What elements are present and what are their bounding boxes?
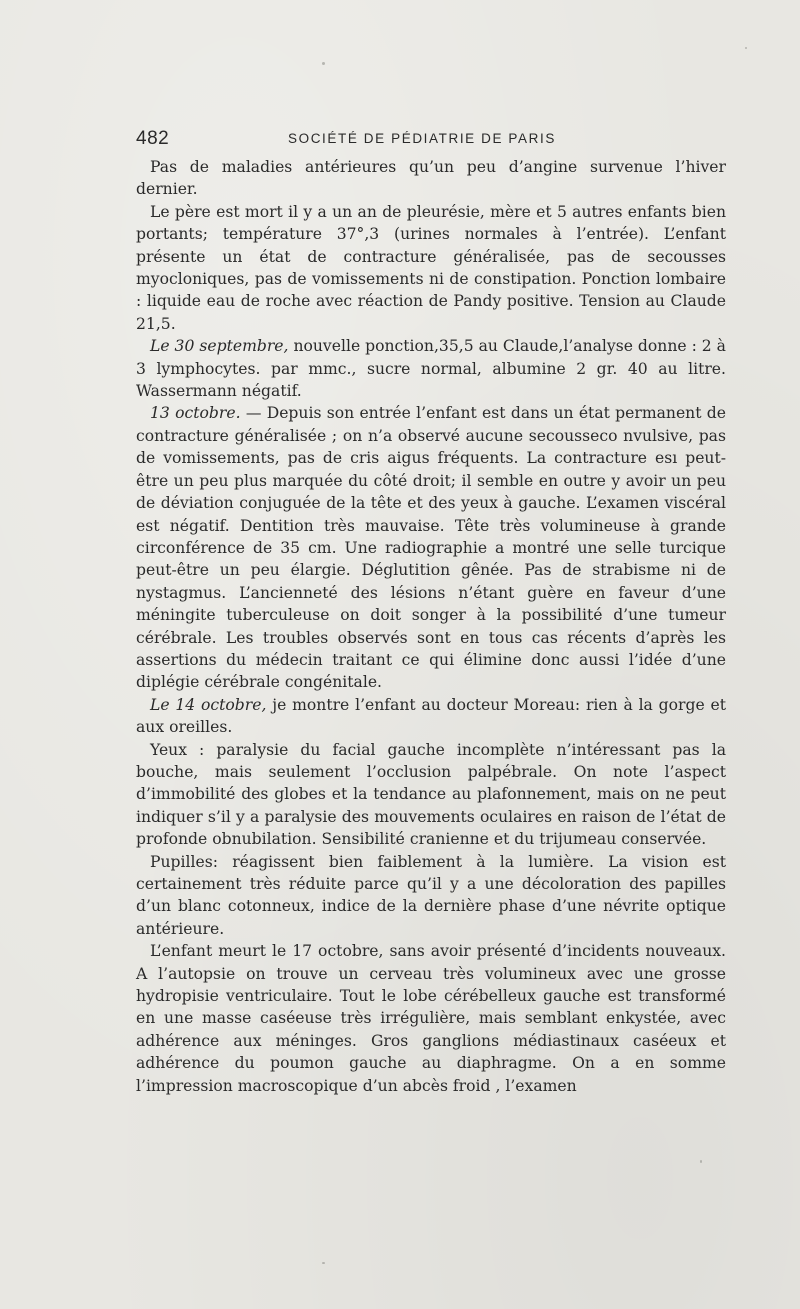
paragraph-text: Pas de maladies antérieures qu’un peu d’angine survenue l’hiver dernier. xyxy=(136,158,726,199)
dust-speck xyxy=(322,1262,325,1264)
dust-speck xyxy=(745,47,747,49)
paragraph-family xyxy=(136,201,726,335)
paragraph-yeux xyxy=(136,739,726,851)
paragraph-text: je montre l’enfant au docteur Moreau: rien à la gorge et aux oreilles. xyxy=(136,695,726,737)
paragraph-13-octobre xyxy=(136,402,726,693)
paragraph-text: Pupilles: réagissent bien faiblement à la lumière. La vision est certainement très réduite parce qu’il y a une décoloration des papilles d’un blanc cotonneux, indice de la dernière phase d’une névrite optique antérieure. xyxy=(136,852,726,938)
paragraph-30-septembre xyxy=(136,335,726,402)
date-lead: 13 octobre. xyxy=(150,404,241,423)
paragraph-pupilles xyxy=(136,851,726,941)
date-lead: Le 30 septembre, xyxy=(150,337,289,356)
paragraph-text: — Depuis son entrée l’enfant est dans un état permanent de contracture généralisée ; on n’a observé aucune secousseco nvulsive, pas de vomissements, pas de cris aigus fréquents. La contracture esı peut-être un peu plus marquée du côté droit; il semble en outre y avoir un peu de déviation conjuguée de la tête et des yeux à gauche. L’examen viscéral est négatif. Dentition très mauvaise. Tête très volumineuse à grande circonférence de 35 cm. Une radiographie a montré une selle turcique peut-être un peu élargie. Déglutition gênée. Pas de strabisme ni de nystagmus. L’ancienneté des lésions n’étant guère en faveur d’une méningite tuberculeuse on doit songer à la possibilité d’une tumeur cérébrale. Les troubles observés sont en tous cas récents d’après les assertions du médecin traitant ce qui élimine donc aussi l’idée d’une diplégie cérébrale congénitale. xyxy=(136,404,726,692)
paragraph-text: nouvelle ponction,35,5 au Claude,l’analyse donne : 2 à 3 lymphocytes. par mmc., sucre normal, albumine 2 gr. 40 au litre. Wassermann négatif. xyxy=(136,337,726,401)
dust-speck xyxy=(322,62,325,65)
date-lead: Le 14 octobre, xyxy=(150,695,267,714)
page-number: 482 xyxy=(136,128,170,149)
page-header xyxy=(136,128,728,152)
body-text xyxy=(136,156,726,1097)
paragraph-text: L’enfant meurt le 17 octobre, sans avoir présenté d’incidents nouveaux. A l’autopsie on trouve un cerveau très volumineux avec une grosse hydropisie ventriculaire. Tout le lobe cérébelleux gauche est transformé en une masse caséeuse très irrégulière, mais semblant enkystée, avec adhérence aux méninges. Gros ganglions médiastinaux caséeux et adhérence du poumon gauche au diaphragme. On a en somme l’impression macroscopique d’un abcès froid , l’examen xyxy=(136,942,726,1095)
dust-speck xyxy=(700,1160,702,1163)
paragraph-14-octobre xyxy=(136,694,726,739)
paragraph-autopsie xyxy=(136,940,726,1097)
running-title: SOCIÉTÉ DE PÉDIATRIE DE PARIS xyxy=(288,131,556,146)
paragraph-text: Yeux : paralysie du facial gauche incomplète n’intéressant pas la bouche, mais seulement l’occlusion palpébrale. On note l’aspect d’immobilité des globes et la tendance au plafonnement, mais on ne peut indiquer s’il y a paralysie des mouvements oculaires en raison de l’état de profonde obnubilation. Sensibilité cranienne et du trijumeau conservée. xyxy=(136,740,726,849)
paragraph-text: Le père est mort il y a un an de pleurésie, mère et 5 autres enfants bien portants; température 37°,3 (urines normales à l’entrée). L’enfant présente un état de contracture généralisée, pas de secousses myocloniques, pas de vomissements ni de constipation. Ponction lombaire : liquide eau de roche avec réaction de Pandy positive. Tension au Claude 21,5. xyxy=(136,202,726,333)
paragraph-antecedents xyxy=(136,156,726,201)
